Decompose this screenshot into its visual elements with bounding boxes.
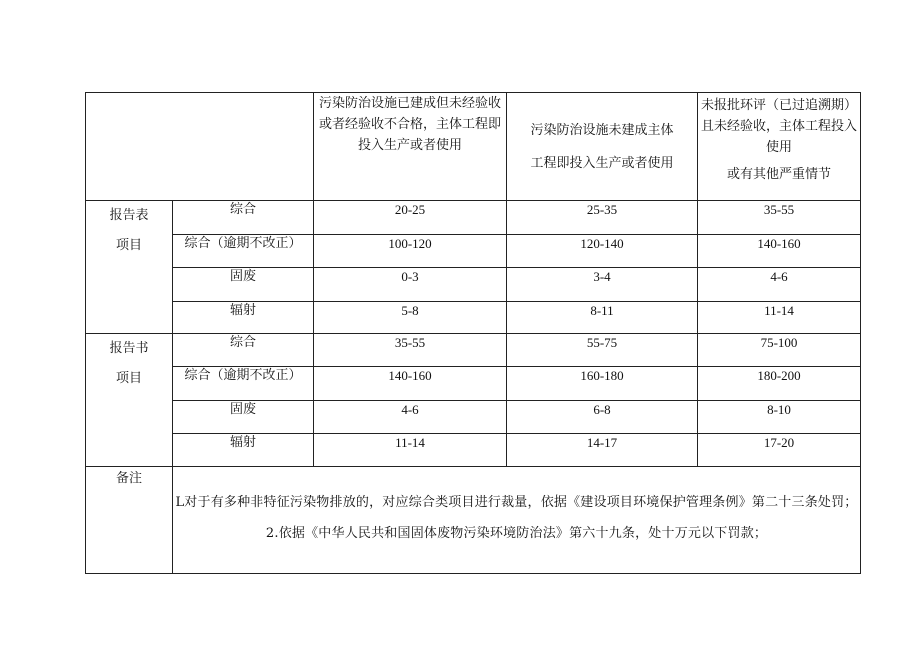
value-cell: 35-55 [698,201,861,235]
table-row [86,334,861,367]
table-row [86,235,861,268]
item-cell: 固废 [173,401,314,434]
value-cell: 25-35 [507,201,698,235]
group-label-report-book [86,334,173,467]
header-col1-line2: 或者经验收不合格，主体工程即 [318,117,501,132]
item-cell: 固废 [173,268,314,302]
remarks-row [86,467,861,574]
value-cell: 75-100 [698,334,861,367]
remark-item-2: 2.依据《中华人民共和国固体废物污染环境防治法》第六十九条，处十万元以下罚款； [265,526,768,541]
item-cell: 综合 [173,334,314,367]
remarks-label: 备注 [86,467,173,574]
header-col3-line2: 且未经验收，主体工程投入 [700,119,857,134]
item-cell: 辐射 [173,434,314,467]
header-col1-line3: 投入生产或者使用 [357,138,462,153]
header-row [86,93,861,201]
table-row [86,401,861,434]
header-col1-line1: 污染防治设施已建成但未经验收 [318,96,501,111]
value-cell: 120-140 [507,235,698,268]
value-cell: 100-120 [314,235,507,268]
header-empty-cell [86,93,314,201]
value-cell: 160-180 [507,367,698,401]
value-cell: 140-160 [698,235,861,268]
value-cell: 55-75 [507,334,698,367]
group-label-line1: 报告书 [109,341,149,356]
value-cell: 6-8 [507,401,698,434]
item-cell: 综合 [173,201,314,235]
header-col3-line4: 或有其他严重情节 [726,167,831,182]
value-cell: 14-17 [507,434,698,467]
value-cell: 3-4 [507,268,698,302]
item-cell: 综合（逾期不改正） [173,235,314,268]
item-cell: 辐射 [173,302,314,334]
table-row [86,367,861,401]
header-col2-line2: 工程即投入生产或者使用 [530,156,674,171]
value-cell: 0-3 [314,268,507,302]
group-label-line1: 报告表 [109,208,149,223]
value-cell: 8-10 [698,401,861,434]
value-cell: 8-11 [507,302,698,334]
value-cell: 4-6 [314,401,507,434]
remark-item-1: L对于有多种非特征污染物排放的，对应综合类项目进行裁量，依据《建设项目环境保护管理条例》第二十三条处罚； [175,495,858,510]
table-row [86,201,861,235]
group-label-line2: 项目 [115,238,142,253]
value-cell: 11-14 [698,302,861,334]
value-cell: 5-8 [314,302,507,334]
header-col3-line1: 未报批环评（已过追溯期） [700,98,857,113]
header-col3-line3: 使用 [765,140,792,155]
value-cell: 35-55 [314,334,507,367]
table-row [86,302,861,334]
group-label-line2: 项目 [115,371,142,386]
value-cell: 140-160 [314,367,507,401]
value-cell: 20-25 [314,201,507,235]
group-label-report-form [86,201,173,334]
remarks-content [173,467,861,574]
header-col2 [507,93,698,201]
header-col3 [698,93,861,201]
value-cell: 180-200 [698,367,861,401]
value-cell: 17-20 [698,434,861,467]
table-row [86,434,861,467]
table-row [86,268,861,302]
header-col2-line1: 污染防治设施未建成主体 [530,123,674,138]
value-cell: 4-6 [698,268,861,302]
header-col1 [314,93,507,201]
value-cell: 11-14 [314,434,507,467]
penalty-table [85,92,861,574]
item-cell: 综合（逾期不改正） [173,367,314,401]
